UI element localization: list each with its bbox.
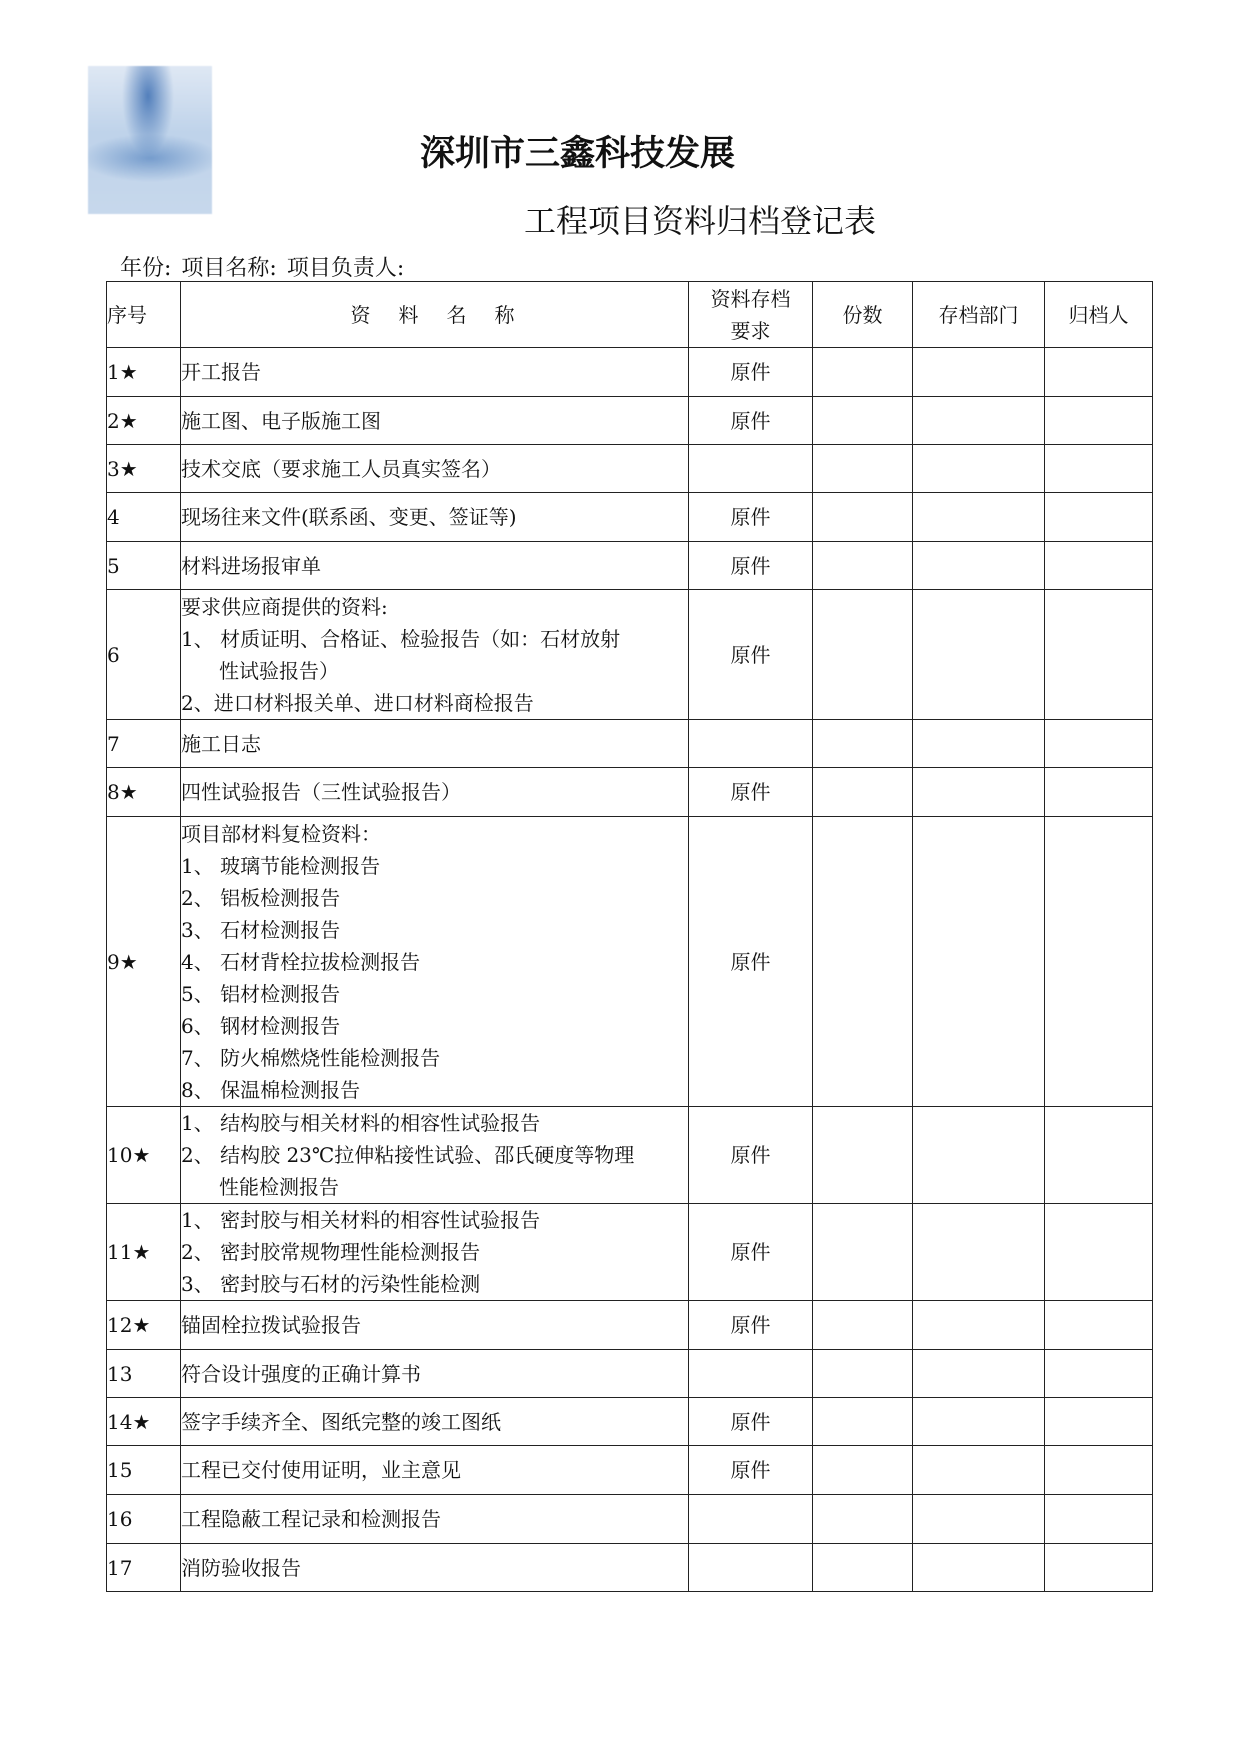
row-archiver-cell[interactable] bbox=[1045, 348, 1153, 397]
row-copies-cell[interactable] bbox=[813, 1301, 913, 1350]
row-document-name bbox=[181, 1544, 689, 1592]
document-name-line: 项目部材料复检资料： bbox=[181, 821, 381, 846]
row-archiver-cell[interactable] bbox=[1045, 445, 1153, 493]
document-name-line: 3、 密封胶与石材的污染性能检测 bbox=[181, 1272, 481, 1296]
row-document-name bbox=[181, 1350, 689, 1398]
row-seq: 4 bbox=[107, 493, 181, 542]
row-department-cell[interactable] bbox=[913, 590, 1045, 720]
row-archive-requirement: 原件 bbox=[689, 1107, 813, 1204]
row-archive-requirement bbox=[689, 1350, 813, 1398]
row-archive-requirement: 原件 bbox=[689, 1446, 813, 1495]
row-document-name bbox=[181, 1107, 689, 1204]
row-copies-cell[interactable] bbox=[813, 1446, 913, 1495]
table-row bbox=[107, 1544, 1153, 1592]
row-seq: 6 bbox=[107, 590, 181, 720]
row-department-cell[interactable] bbox=[913, 1398, 1045, 1446]
row-document-name bbox=[181, 348, 689, 397]
row-department-cell[interactable] bbox=[913, 1495, 1045, 1544]
document-name-line: 1、 密封胶与相关材料的相容性试验报告 bbox=[181, 1208, 541, 1232]
row-archiver-cell[interactable] bbox=[1045, 493, 1153, 542]
row-department-cell[interactable] bbox=[913, 1301, 1045, 1350]
row-archiver-cell[interactable] bbox=[1045, 590, 1153, 720]
document-name-line: 开工报告 bbox=[181, 360, 261, 384]
document-name-line: 要求供应商提供的资料: bbox=[181, 594, 388, 619]
row-copies-cell[interactable] bbox=[813, 445, 913, 493]
row-document-name bbox=[181, 1204, 689, 1301]
row-archiver-cell[interactable] bbox=[1045, 720, 1153, 768]
document-name-line: 符合设计强度的正确计算书 bbox=[181, 1361, 421, 1386]
table-row bbox=[107, 590, 1153, 720]
row-seq: 10★ bbox=[107, 1107, 181, 1204]
column-header-archiver: 归档人 bbox=[1045, 282, 1153, 348]
row-department-cell[interactable] bbox=[913, 542, 1045, 590]
row-seq: 9★ bbox=[107, 817, 181, 1107]
table-row bbox=[107, 1204, 1153, 1301]
row-archive-requirement: 原件 bbox=[689, 542, 813, 590]
project-name-label: 项目名称: bbox=[181, 256, 277, 281]
row-copies-cell[interactable] bbox=[813, 720, 913, 768]
table-row bbox=[107, 1301, 1153, 1350]
row-department-cell[interactable] bbox=[913, 397, 1045, 445]
row-seq: 16 bbox=[107, 1495, 181, 1544]
row-archiver-cell[interactable] bbox=[1045, 817, 1153, 1107]
column-header-requirement-line1: 资料存档 bbox=[710, 286, 791, 311]
table-row bbox=[107, 768, 1153, 817]
row-archive-requirement: 原件 bbox=[689, 348, 813, 397]
row-department-cell[interactable] bbox=[913, 445, 1045, 493]
document-name-line: 工程已交付使用证明，业主意见 bbox=[181, 1458, 461, 1482]
table-row bbox=[107, 817, 1153, 1107]
row-archiver-cell[interactable] bbox=[1045, 1544, 1153, 1592]
document-name-line: 3、 石材检测报告 bbox=[181, 917, 341, 942]
document-name-line: 四性试验报告（三性试验报告） bbox=[181, 780, 461, 804]
table-header-row bbox=[107, 282, 1153, 348]
row-archiver-cell[interactable] bbox=[1045, 542, 1153, 590]
document-name-line: 性能检测报告 bbox=[219, 1175, 339, 1199]
row-department-cell[interactable] bbox=[913, 1204, 1045, 1301]
table-row bbox=[107, 445, 1153, 493]
row-copies-cell[interactable] bbox=[813, 590, 913, 720]
row-archive-requirement bbox=[689, 720, 813, 768]
row-department-cell[interactable] bbox=[913, 1544, 1045, 1592]
row-archive-requirement: 原件 bbox=[689, 817, 813, 1107]
row-archive-requirement: 原件 bbox=[689, 493, 813, 542]
row-seq: 13 bbox=[107, 1350, 181, 1398]
column-header-copies: 份数 bbox=[813, 282, 913, 348]
row-archiver-cell[interactable] bbox=[1045, 397, 1153, 445]
row-seq: 17 bbox=[107, 1544, 181, 1592]
row-copies-cell[interactable] bbox=[813, 768, 913, 817]
row-seq: 1★ bbox=[107, 348, 181, 397]
table-row bbox=[107, 1398, 1153, 1446]
column-header-requirement bbox=[689, 282, 813, 348]
row-document-name bbox=[181, 1446, 689, 1495]
table-row bbox=[107, 1107, 1153, 1204]
row-archiver-cell[interactable] bbox=[1045, 1301, 1153, 1350]
row-document-name bbox=[181, 1495, 689, 1544]
row-copies-cell[interactable] bbox=[813, 493, 913, 542]
row-archiver-cell[interactable] bbox=[1045, 768, 1153, 817]
row-copies-cell[interactable] bbox=[813, 542, 913, 590]
row-seq: 12★ bbox=[107, 1301, 181, 1350]
row-copies-cell[interactable] bbox=[813, 1350, 913, 1398]
table-row bbox=[107, 1350, 1153, 1398]
row-copies-cell[interactable] bbox=[813, 1495, 913, 1544]
row-copies-cell[interactable] bbox=[813, 348, 913, 397]
form-title: 工程项目资料归档登记表 bbox=[523, 202, 876, 240]
document-name-line: 8、 保温棉检测报告 bbox=[181, 1077, 361, 1102]
row-document-name bbox=[181, 445, 689, 493]
row-seq: 7 bbox=[107, 720, 181, 768]
document-name-line: 工程隐蔽工程记录和检测报告 bbox=[181, 1507, 441, 1531]
project-lead-label: 项目负责人: bbox=[286, 256, 405, 281]
document-name-line: 2、进口材料报关单、进口材料商检报告 bbox=[181, 690, 534, 715]
form-meta bbox=[120, 251, 414, 282]
row-archive-requirement: 原件 bbox=[689, 590, 813, 720]
document-name-line: 锚固栓拉拨试验报告 bbox=[181, 1313, 361, 1337]
row-department-cell[interactable] bbox=[913, 720, 1045, 768]
row-archive-requirement: 原件 bbox=[689, 768, 813, 817]
row-document-name bbox=[181, 590, 689, 720]
document-name-line: 技术交底（要求施工人员真实签名） bbox=[181, 456, 501, 481]
document-name-line: 性试验报告） bbox=[219, 658, 339, 683]
row-document-name bbox=[181, 493, 689, 542]
row-archiver-cell[interactable] bbox=[1045, 1350, 1153, 1398]
row-archive-requirement bbox=[689, 1495, 813, 1544]
column-header-name: 资 料 名 称 bbox=[181, 282, 689, 348]
row-copies-cell[interactable] bbox=[813, 1107, 913, 1204]
row-seq: 11★ bbox=[107, 1204, 181, 1301]
row-copies-cell[interactable] bbox=[813, 1544, 913, 1592]
row-copies-cell[interactable] bbox=[813, 817, 913, 1107]
row-archiver-cell[interactable] bbox=[1045, 1204, 1153, 1301]
document-name-line: 2、 密封胶常规物理性能检测报告 bbox=[181, 1240, 481, 1264]
row-document-name bbox=[181, 720, 689, 768]
row-archiver-cell[interactable] bbox=[1045, 1107, 1153, 1204]
document-name-line: 施工日志 bbox=[181, 731, 261, 756]
document-name-line: 1、 玻璃节能检测报告 bbox=[181, 853, 381, 878]
archive-register-table bbox=[106, 281, 1153, 1592]
row-archive-requirement: 原件 bbox=[689, 1204, 813, 1301]
document-name-line: 施工图、电子版施工图 bbox=[181, 408, 381, 433]
company-name: 深圳市三鑫科技发展 bbox=[420, 133, 736, 174]
document-name-line: 4、 石材背栓拉拔检测报告 bbox=[181, 949, 421, 974]
document-name-line: 1、 材质证明、合格证、检验报告（如：石材放射 bbox=[181, 626, 621, 651]
row-seq: 14★ bbox=[107, 1398, 181, 1446]
column-header-requirement-line2: 要求 bbox=[730, 318, 771, 343]
row-document-name bbox=[181, 1301, 689, 1350]
row-seq: 8★ bbox=[107, 768, 181, 817]
document-name-line: 签字手续齐全、图纸完整的竣工图纸 bbox=[181, 1409, 501, 1434]
row-department-cell[interactable] bbox=[913, 1446, 1045, 1495]
document-name-line: 消防验收报告 bbox=[181, 1555, 301, 1580]
table-row bbox=[107, 1495, 1153, 1544]
document-name-line: 5、 铝材检测报告 bbox=[181, 981, 341, 1006]
row-department-cell[interactable] bbox=[913, 348, 1045, 397]
row-archive-requirement: 原件 bbox=[689, 397, 813, 445]
row-archiver-cell[interactable] bbox=[1045, 1398, 1153, 1446]
document-name-line: 现场往来文件(联系函、变更、签证等) bbox=[181, 505, 517, 529]
row-archiver-cell[interactable] bbox=[1045, 1446, 1153, 1495]
row-archive-requirement: 原件 bbox=[689, 1301, 813, 1350]
table-row bbox=[107, 397, 1153, 445]
row-document-name bbox=[181, 397, 689, 445]
company-logo bbox=[88, 66, 212, 214]
row-copies-cell[interactable] bbox=[813, 397, 913, 445]
row-department-cell[interactable] bbox=[913, 1107, 1045, 1204]
column-header-seq: 序号 bbox=[107, 282, 181, 348]
table-row bbox=[107, 542, 1153, 590]
table-row bbox=[107, 493, 1153, 542]
row-seq: 2★ bbox=[107, 397, 181, 445]
row-archive-requirement: 原件 bbox=[689, 1398, 813, 1446]
table-row bbox=[107, 720, 1153, 768]
row-seq: 5 bbox=[107, 542, 181, 590]
table-body bbox=[107, 348, 1153, 1592]
row-copies-cell[interactable] bbox=[813, 1204, 913, 1301]
document-name-line: 1、 结构胶与相关材料的相容性试验报告 bbox=[181, 1111, 541, 1135]
row-copies-cell[interactable] bbox=[813, 1398, 913, 1446]
row-department-cell[interactable] bbox=[913, 493, 1045, 542]
document-name-line: 2、 结构胶 23℃拉伸粘接性试验、邵氏硬度等物理 bbox=[181, 1143, 635, 1167]
row-seq: 15 bbox=[107, 1446, 181, 1495]
row-document-name bbox=[181, 542, 689, 590]
row-department-cell[interactable] bbox=[913, 1350, 1045, 1398]
document-name-line: 7、 防火棉燃烧性能检测报告 bbox=[181, 1045, 441, 1070]
row-document-name bbox=[181, 768, 689, 817]
row-document-name bbox=[181, 1398, 689, 1446]
row-department-cell[interactable] bbox=[913, 817, 1045, 1107]
table-row bbox=[107, 1446, 1153, 1495]
document-name-line: 材料进场报审单 bbox=[181, 553, 321, 578]
document-name-line: 6、 钢材检测报告 bbox=[181, 1013, 341, 1038]
table-row bbox=[107, 348, 1153, 397]
column-header-department: 存档部门 bbox=[913, 282, 1045, 348]
row-archiver-cell[interactable] bbox=[1045, 1495, 1153, 1544]
row-seq: 3★ bbox=[107, 445, 181, 493]
row-document-name bbox=[181, 817, 689, 1107]
year-label: 年份: bbox=[120, 256, 172, 281]
document-name-line: 2、 铝板检测报告 bbox=[181, 885, 341, 910]
row-archive-requirement bbox=[689, 445, 813, 493]
row-department-cell[interactable] bbox=[913, 768, 1045, 817]
row-archive-requirement bbox=[689, 1544, 813, 1592]
